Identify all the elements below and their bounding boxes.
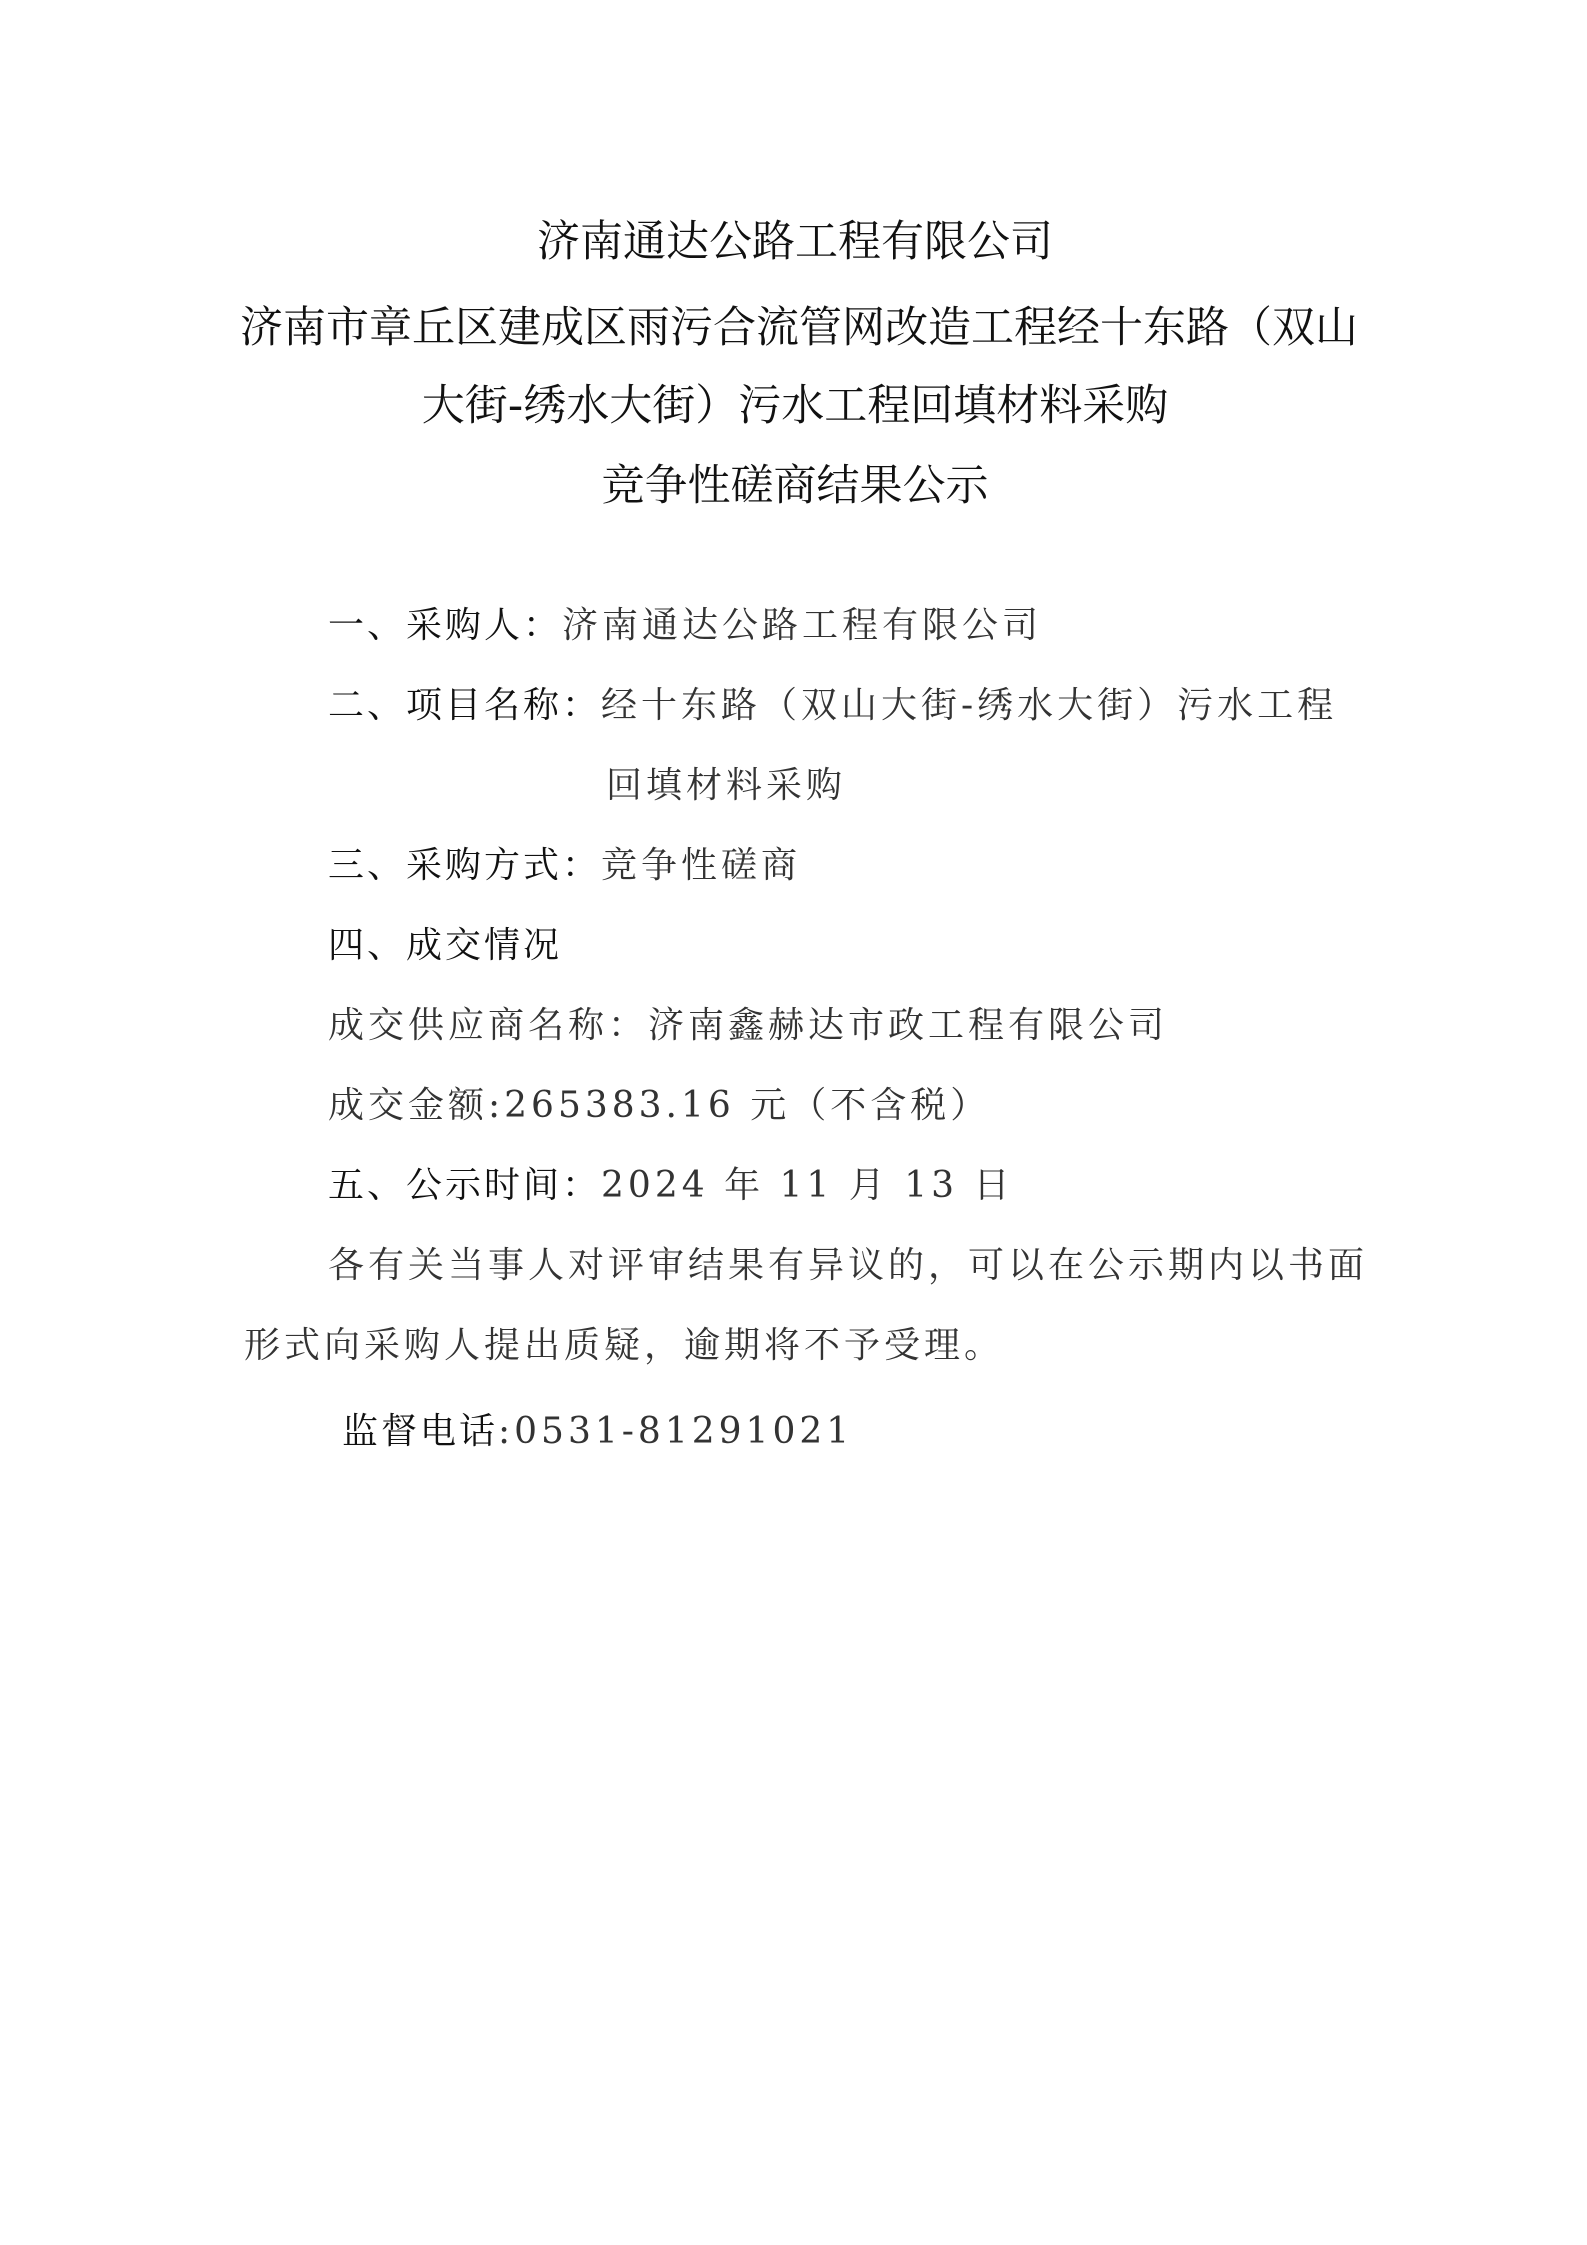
title-project-line1: 济南市章丘区建成区雨污合流管网改造工程经十东路（双山 — [240, 303, 1358, 353]
project-name-value-continued: 回填材料采购 — [606, 765, 847, 806]
notice-line1: 各有关当事人对评审结果有异议的，可以在公示期内以书面 — [328, 1245, 1369, 1286]
purchaser-value: 济南通达公路工程有限公司 — [562, 605, 1043, 646]
supervision-row — [342, 1408, 853, 1456]
purchaser-label: 一、采购人： — [328, 605, 563, 646]
title-project-line2: 大街-绣水大街）污水工程回填材料采购 — [421, 381, 1169, 431]
publicity-row — [328, 1162, 1013, 1210]
project-name-row — [328, 682, 1337, 730]
project-name-label: 二、项目名称： — [328, 685, 602, 726]
deal-heading: 四、成交情况 — [328, 925, 563, 966]
deal-supplier: 成交供应商名称：济南鑫赫达市政工程有限公司 — [328, 1005, 1169, 1046]
method-row — [328, 842, 801, 890]
purchaser-row — [328, 602, 1042, 650]
publicity-label: 五、公示时间： — [328, 1165, 602, 1206]
deal-amount: 成交金额:265383.16 元（不含税） — [328, 1085, 991, 1126]
method-label: 三、采购方式： — [328, 845, 602, 886]
notice-line2: 形式向采购人提出质疑，逾期将不予受理。 — [244, 1325, 1005, 1366]
title-notice-type: 竞争性磋商结果公示 — [601, 461, 989, 511]
method-value: 竞争性磋商 — [601, 845, 802, 886]
project-name-value: 经十东路（双山大街-绣水大街）污水工程 — [601, 685, 1338, 726]
title-company: 济南通达公路工程有限公司 — [537, 217, 1053, 267]
publicity-date: 2024 年 11 月 13 日 — [601, 1165, 1014, 1206]
supervision-label: 监督电话 — [342, 1411, 499, 1452]
supervision-phone: :0531-81291021 — [498, 1411, 854, 1452]
